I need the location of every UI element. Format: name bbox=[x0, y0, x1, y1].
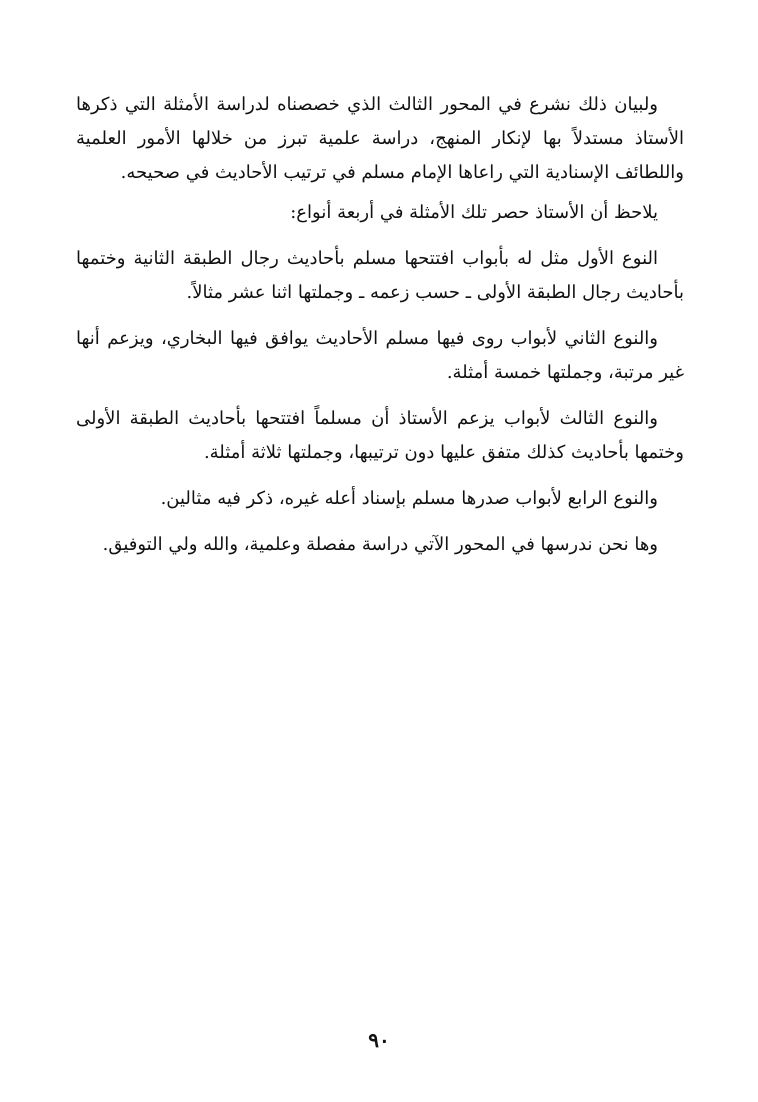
paragraph-type-three: والنوع الثالث لأبواب يزعم الأستاذ أن مسلماً افتتحها بأحاديث الطبقة الأولى وختمها بأحاديث كذلك متفق عليها دون ترتيبها، وجملتها ثلاثة أمثلة. bbox=[76, 408, 684, 463]
paragraph-type-one: النوع الأول مثل له بأبواب افتتحها مسلم بأحاديث رجال الطبقة الثانية وختمها بأحاديث رجال الطبقة الأولى ـ حسب زعمه ـ وجملتها اثنا عشر مثالاً. bbox=[76, 248, 684, 303]
paragraph-type-four: والنوع الرابع لأبواب صدرها مسلم بإسناد أعله غيره، ذكر فيه مثالين. bbox=[160, 488, 658, 509]
page-number: ٩٠ bbox=[368, 1028, 390, 1052]
paragraph-observation: يلاحظ أن الأستاذ حصر تلك الأمثلة في أربعة أنواع: bbox=[290, 202, 658, 223]
paragraph-intro: ولبيان ذلك نشرع في المحور الثالث الذي خصصناه لدراسة الأمثلة التي ذكرها الأستاذ مستدلاً بها لإنكار المنهج، دراسة علمية تبرز من خلالها الأمور العلمية واللطائف الإسنادية التي راعاها الإمام مسلم في ترتيب الأحاديث في صحيحه. bbox=[76, 94, 684, 183]
paragraph-type-two: والنوع الثاني لأبواب روى فيها مسلم الأحاديث يوافق فيها البخاري، ويزعم أنها غير مرتبة، وجملتها خمسة أمثلة. bbox=[76, 328, 684, 383]
paragraph-conclusion: وها نحن ندرسها في المحور الآتي دراسة مفصلة وعلمية، والله ولي التوفيق. bbox=[102, 534, 658, 555]
body-text bbox=[76, 88, 684, 574]
